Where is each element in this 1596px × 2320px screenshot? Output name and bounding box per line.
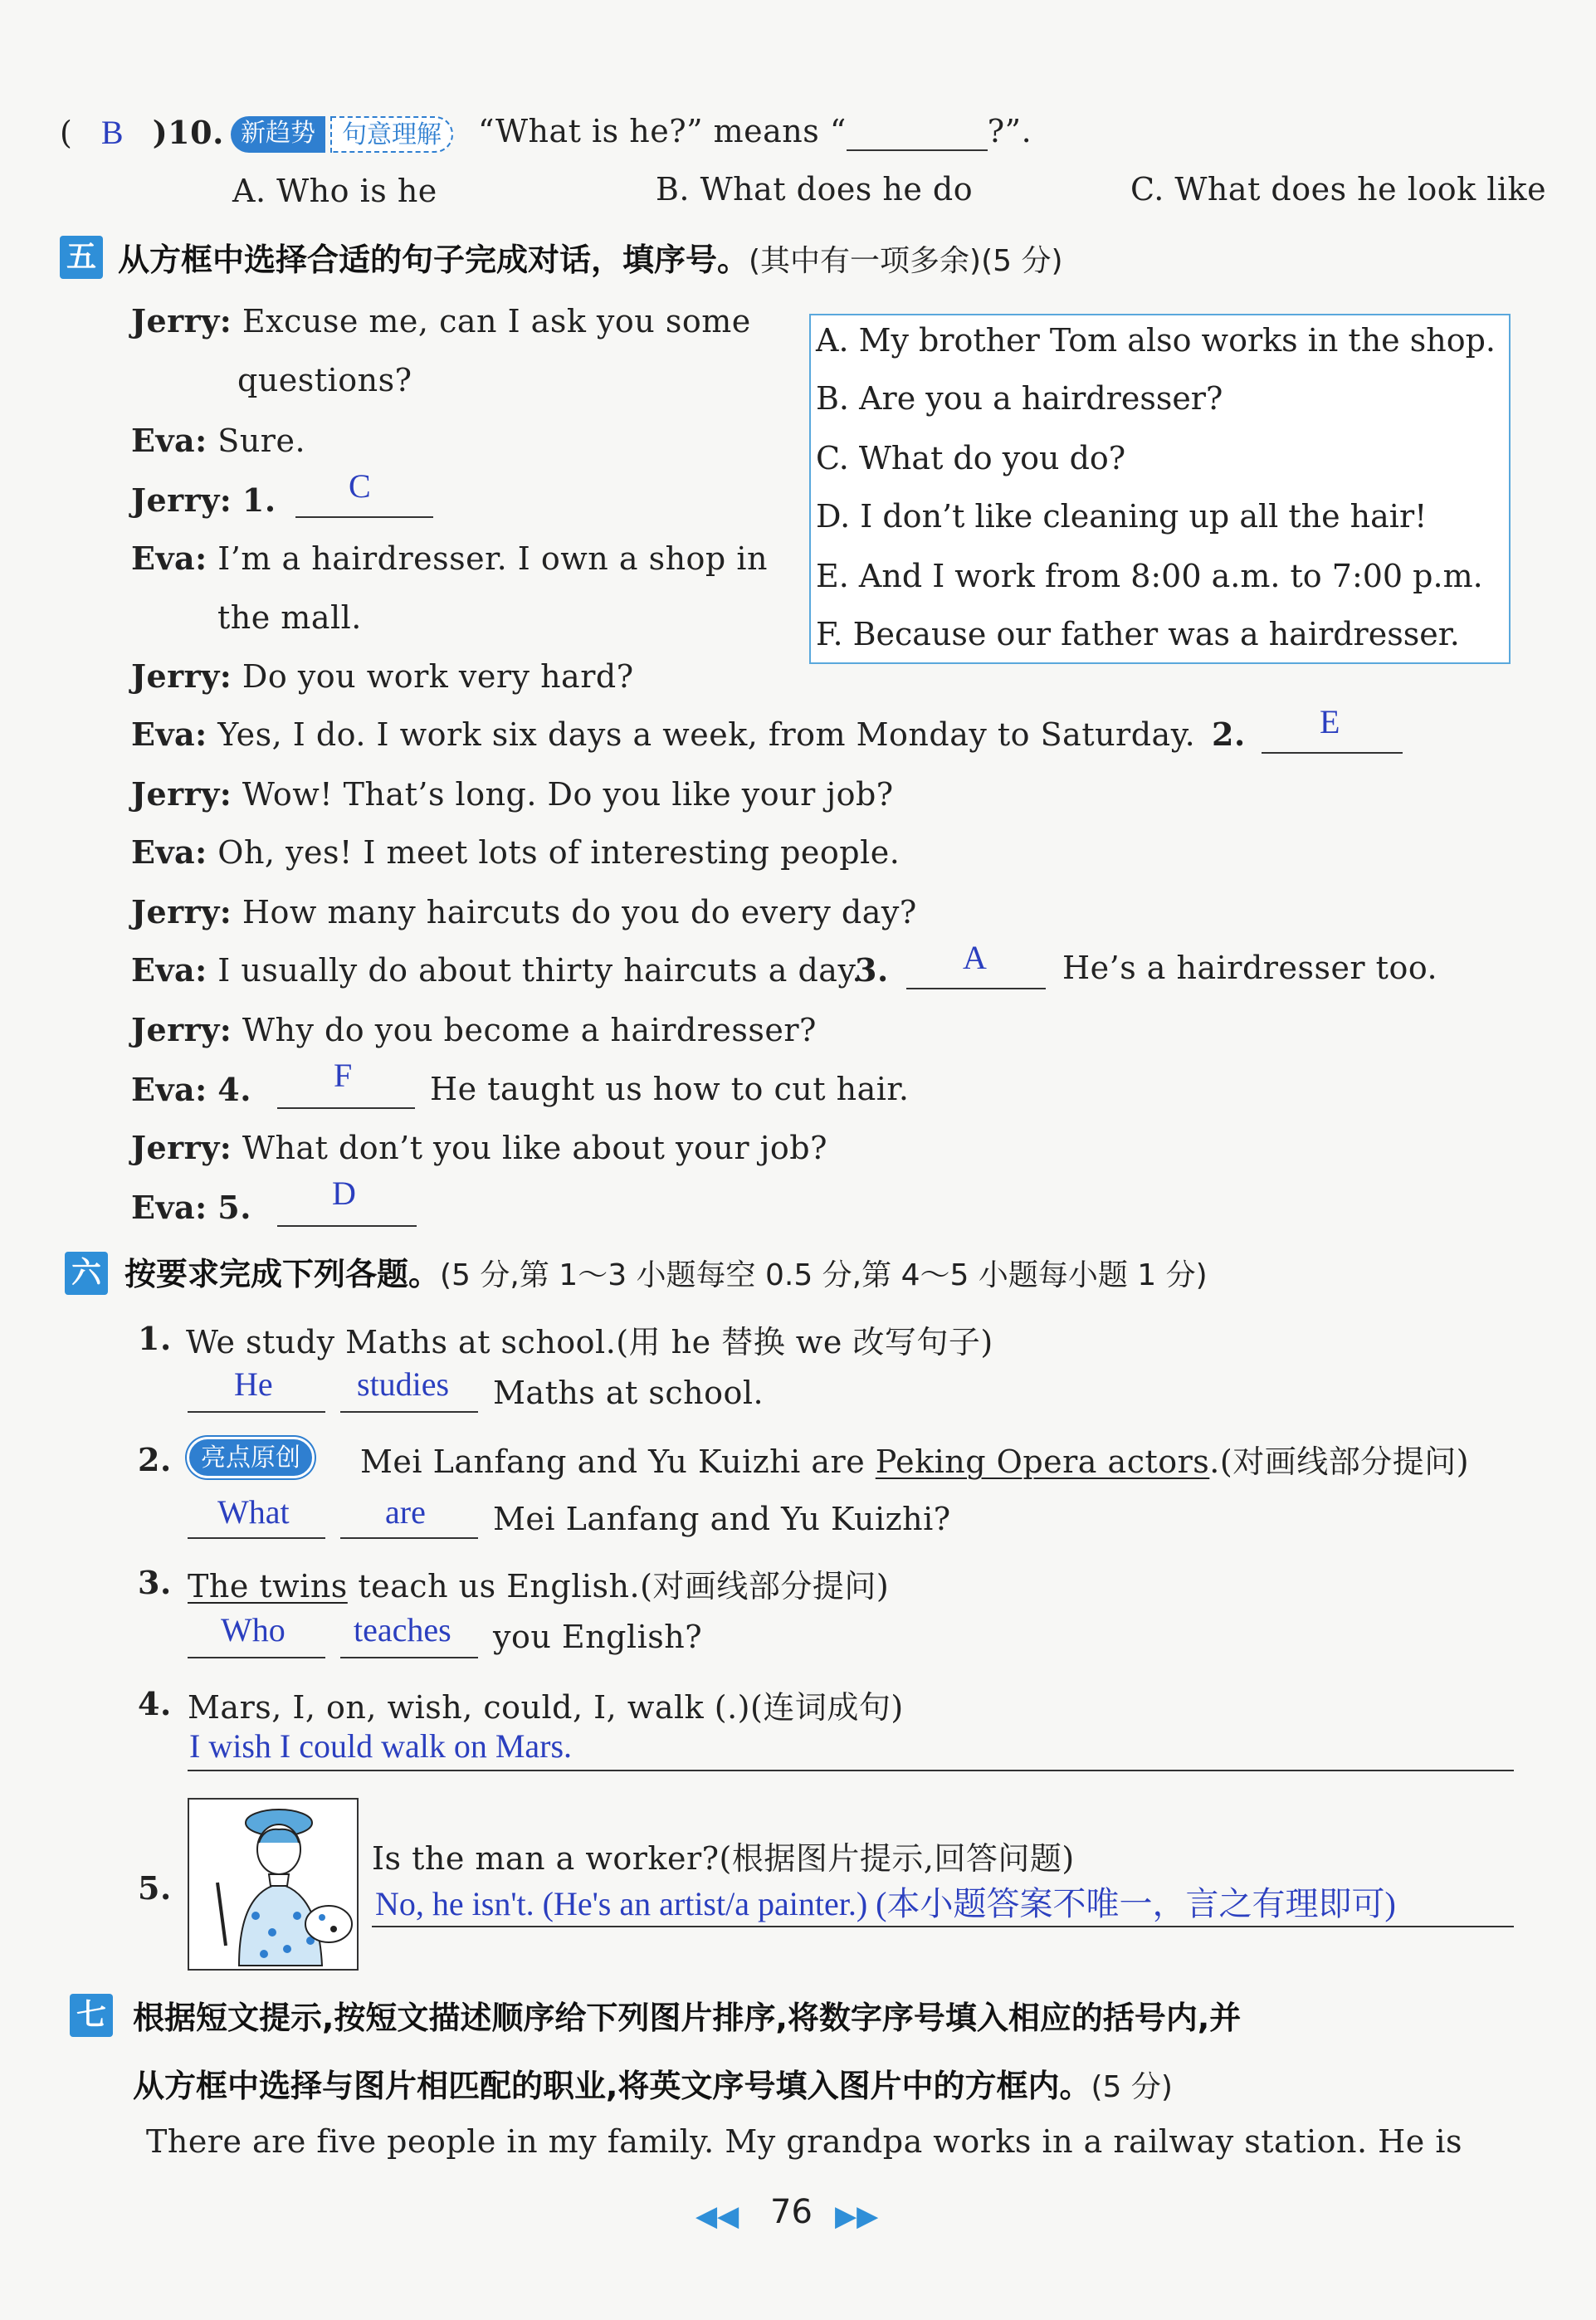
prev-page-icon[interactable]: ◀◀ bbox=[696, 2200, 739, 2233]
section-5-icon: 五 bbox=[60, 236, 103, 279]
option-f: F. Because our father was a hairdresser. bbox=[816, 616, 1460, 652]
s6-q2-answer-1: What bbox=[217, 1493, 290, 1531]
dialogue-line-4b: the mall. bbox=[217, 599, 362, 636]
s6-q4-answer: I wish I could walk on Mars. bbox=[189, 1727, 573, 1765]
section-7-title-line-2: 从方框中选择与图片相匹配的职业,将英文序号填入图片中的方框内。(5 分) bbox=[133, 2068, 1173, 2104]
q10-number: )10. bbox=[152, 114, 224, 151]
s6-q3-answer-2: teaches bbox=[354, 1611, 451, 1648]
answer-2: E bbox=[1320, 703, 1340, 740]
next-page-icon[interactable]: ▶▶ bbox=[835, 2200, 879, 2233]
dialogue-line-12: Eva: 4. bbox=[131, 1071, 251, 1108]
option-d: D. I don’t like cleaning up all the hair! bbox=[816, 498, 1428, 535]
s6-q1-num: 1. bbox=[138, 1320, 172, 1357]
s6-q5-num: 5. bbox=[138, 1869, 172, 1907]
dialogue-num-2: 2. bbox=[1212, 716, 1246, 753]
s6-q3-answer-1: Who bbox=[221, 1611, 286, 1648]
s6-q3-num: 3. bbox=[138, 1564, 172, 1601]
section-6-title: 按要求完成下列各题。 bbox=[124, 1256, 441, 1292]
q10-answer: B bbox=[100, 114, 124, 151]
dialogue-line-2: Eva: Sure. bbox=[131, 422, 306, 459]
s6-q3-underlined: The twins bbox=[188, 1568, 348, 1604]
s6-q5-answer: No, he isn't. (He's an artist/a painter.) (本小题答案不唯一，言之有理即可) bbox=[375, 1885, 1396, 1922]
dialogue-line-1b: questions? bbox=[237, 362, 412, 398]
s6-q2-blank-1 bbox=[188, 1537, 325, 1539]
s6-q5-stem: Is the man a worker?(根据图片提示,回答问题) bbox=[372, 1840, 1075, 1877]
s6-q2-underlined: Peking Opera actors bbox=[875, 1443, 1210, 1480]
s6-q4-num: 4. bbox=[138, 1685, 172, 1722]
blank-5 bbox=[277, 1225, 417, 1227]
answer-3: A bbox=[963, 939, 987, 976]
options-box bbox=[809, 314, 1511, 664]
section-6-score: (5 分,第 1～3 小题每空 0.5 分,第 4～5 小题每小题 1 分) bbox=[440, 1258, 1208, 1292]
s6-q1-blank-2 bbox=[340, 1411, 478, 1413]
s6-q3-blank-1 bbox=[188, 1657, 325, 1658]
dialogue-line-6: Eva: Yes, I do. I work six days a week, from Monday to Saturday. bbox=[131, 716, 1196, 753]
dialogue-line-10: Eva: I usually do about thirty haircuts a day. bbox=[131, 951, 862, 989]
s6-q2-stem: Mei Lanfang and Yu Kuizhi are Peking Opera actors.(对画线部分提问) bbox=[360, 1443, 1470, 1480]
badge-new-trend: 新趋势 bbox=[231, 116, 325, 153]
q10-line bbox=[60, 113, 224, 152]
option-c: C. What do you do? bbox=[816, 440, 1126, 476]
s6-q1-tail: Maths at school. bbox=[493, 1375, 764, 1411]
s6-q1-answer-1: He bbox=[234, 1365, 273, 1403]
s6-q1-answer-2: studies bbox=[357, 1365, 450, 1403]
dialogue-line-12b: He taught us how to cut hair. bbox=[430, 1071, 910, 1107]
badge-sentence-understanding: 句意理解 bbox=[330, 116, 453, 153]
s6-q2-answer-2: are bbox=[385, 1493, 426, 1531]
dialogue-line-5: Jerry: Do you work very hard? bbox=[131, 657, 634, 695]
q10-option-a: A. Who is he bbox=[232, 173, 437, 209]
section-6-icon: 六 bbox=[65, 1252, 108, 1295]
q10-option-b: B. What does he do bbox=[656, 171, 974, 208]
option-b: B. Are you a hairdresser? bbox=[816, 380, 1223, 417]
page-number: 76 bbox=[770, 2193, 813, 2231]
s6-q1-blank-1 bbox=[188, 1411, 325, 1413]
option-e: E. And I work from 8:00 a.m. to 7:00 p.m. bbox=[816, 558, 1483, 594]
dialogue-line-4: Eva: I’m a hairdresser. I own a shop in bbox=[131, 540, 768, 577]
s6-q5-blank bbox=[372, 1926, 1514, 1927]
blank-2 bbox=[1262, 752, 1403, 754]
answer-1: C bbox=[349, 467, 371, 505]
q10-paren: ( bbox=[60, 115, 73, 151]
badge-original: 亮点原创 bbox=[189, 1439, 312, 1476]
s6-q3-blank-2 bbox=[340, 1657, 478, 1658]
dialogue-line-13: Jerry: What don’t you like about your job? bbox=[131, 1129, 827, 1166]
dialogue-line-8: Eva: Oh, yes! I meet lots of interesting people. bbox=[131, 833, 900, 871]
section-5-title: 从方框中选择合适的句子完成对话，填序号。 bbox=[118, 242, 749, 278]
section-6-heading bbox=[124, 1248, 1208, 1294]
section-7-score: (5 分) bbox=[1091, 2070, 1173, 2104]
q10-stem: “What is he?” means “ ?”. bbox=[478, 113, 1032, 149]
answer-4: F bbox=[334, 1057, 353, 1094]
dialogue-line-1: Jerry: Excuse me, can I ask you some bbox=[131, 302, 751, 339]
blank-1 bbox=[295, 516, 433, 518]
s6-q4-blank bbox=[188, 1770, 1514, 1771]
q10-option-c: C. What does he look like bbox=[1130, 171, 1547, 208]
option-a: A. My brother Tom also works in the shop. bbox=[816, 322, 1496, 359]
dialogue-line-14: Eva: 5. bbox=[131, 1189, 251, 1226]
blank-3 bbox=[906, 988, 1046, 989]
dialogue-line-10b: He’s a hairdresser too. bbox=[1062, 950, 1438, 986]
painter-illustration bbox=[189, 1800, 357, 1969]
dialogue-line-9: Jerry: How many haircuts do you do every day? bbox=[131, 893, 917, 930]
dialogue-line-3: Jerry: 1. bbox=[131, 481, 276, 519]
answer-5: D bbox=[332, 1175, 356, 1212]
s6-q1-stem: We study Maths at school.(用 he 替换 we 改写句子) bbox=[186, 1324, 993, 1360]
s6-q2-blank-2 bbox=[340, 1537, 478, 1539]
s6-q3-stem: The twins teach us English.(对画线部分提问) bbox=[188, 1568, 890, 1604]
dialogue-line-11: Jerry: Why do you become a hairdresser? bbox=[131, 1011, 817, 1048]
s6-q2-num: 2. bbox=[138, 1441, 172, 1478]
s6-q4-stem: Mars, I, on, wish, could, I, walk (.)(连词成句) bbox=[188, 1689, 904, 1726]
section-7-passage: There are five people in my family. My grandpa works in a railway station. He is bbox=[146, 2123, 1462, 2160]
section-5-score: (其中有一项多余)(5 分) bbox=[749, 244, 1063, 278]
section-5-heading bbox=[118, 234, 1063, 280]
s6-q2-tail: Mei Lanfang and Yu Kuizhi? bbox=[493, 1501, 951, 1537]
section-7-title-line-1: 根据短文提示,按短文描述顺序给下列图片排序,将数字序号填入相应的括号内,并 bbox=[133, 2000, 1242, 2036]
painter-picture bbox=[188, 1798, 359, 1971]
dialogue-line-7: Jerry: Wow! That’s long. Do you like your job? bbox=[131, 775, 894, 813]
dialogue-num-3: 3. bbox=[855, 951, 889, 989]
section-7-icon: 七 bbox=[70, 1994, 113, 2037]
s6-q3-tail: you English? bbox=[493, 1619, 703, 1655]
blank-4 bbox=[277, 1107, 415, 1109]
